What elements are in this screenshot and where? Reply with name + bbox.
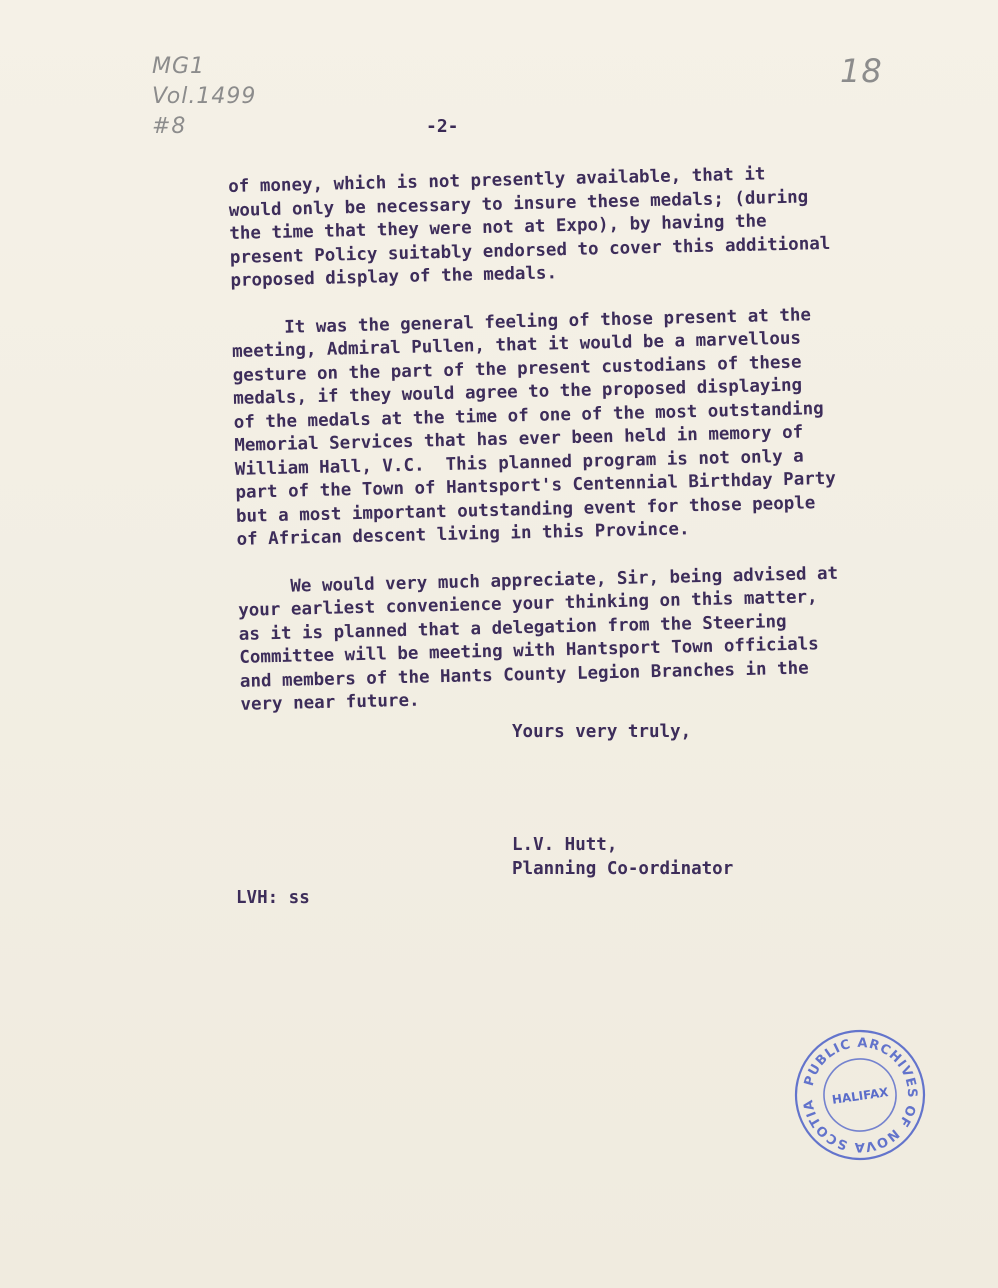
signatory-name: L.V. Hutt,: [512, 835, 618, 855]
page-marker: -2-: [426, 116, 459, 137]
stamp-center-text: HALIFAX: [831, 1085, 890, 1107]
signatory-title: Planning Co-ordinator: [512, 859, 734, 879]
archives-stamp: [790, 1025, 930, 1165]
archive-ref-line-2: Vol.1499: [152, 84, 257, 109]
archive-ref-line-1: MG1: [152, 54, 206, 79]
signature-block: [512, 833, 733, 881]
paragraph-3: We would very much appreciate, Sir, being advised at your earliest convenience your thinking on this matter, as it is planned that a delegation from the Steering Committee will be meeting with Hantsport Town officials and members of the Hants County Legion Branches in the very near future.: [237, 563, 839, 715]
letter-body: [228, 160, 941, 742]
archive-reference-note: [152, 52, 256, 142]
archive-ref-line-3: #8: [152, 114, 187, 139]
typist-initials: LVH: ss: [236, 888, 310, 908]
paragraph-2: It was the general feeling of those present at the meeting, Admiral Pullen, that it would be a marvellous gesture on the part of the present custodians of these medals, if they would agree to the proposed displaying of the medals at the time of one of the most outstanding Memorial Services that has ever been held in memory of William Hall, V.C. This planned program is not only a part of the Town of Hantsport's Centennial Birthday Party but a most important outstanding event for those people of African descent living in this Province.: [231, 304, 837, 550]
closing-salutation: Yours very truly,: [512, 722, 692, 742]
paragraph-1: of money, which is not presently available, that it would only be necessary to insure these medals; (during the time that they were not at Expo), by having the present Policy suitably endorsed to cover this additional proposed display of the medals.: [228, 164, 831, 291]
pencil-page-number: 18: [840, 52, 883, 90]
stamp-ring-text: PUBLIC ARCHIVES OF NOVA SCOTIA: [801, 1035, 920, 1155]
